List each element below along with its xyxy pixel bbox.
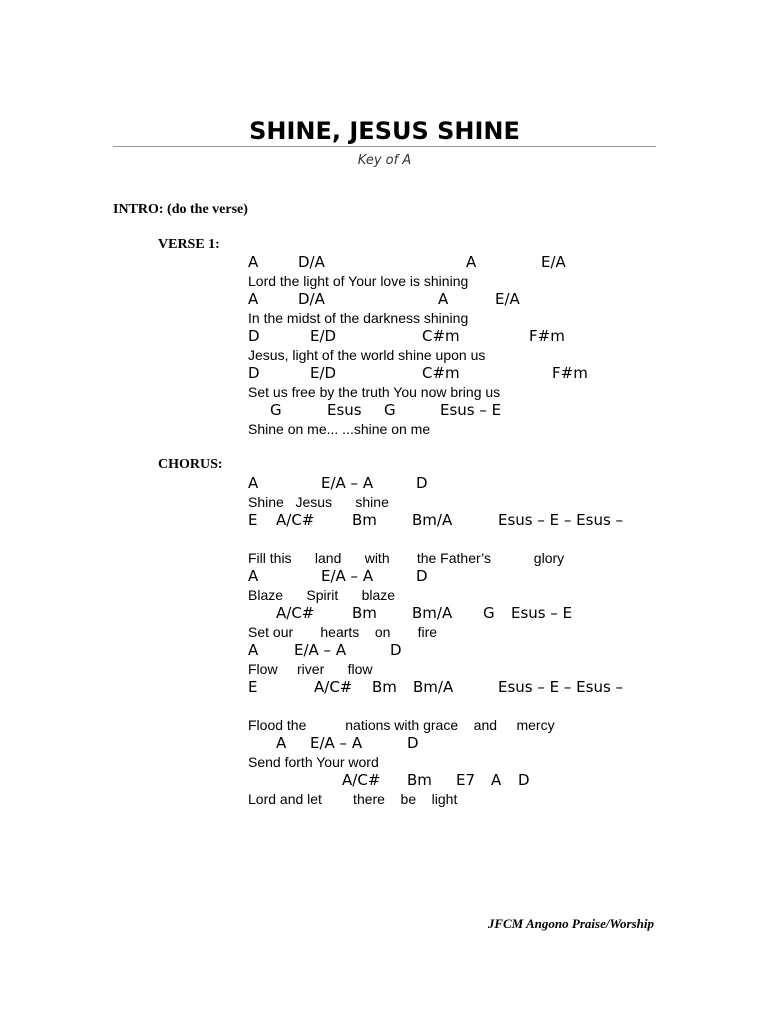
chorus-line (248, 771, 656, 808)
chord: D (248, 327, 260, 345)
lyric-line: Blaze Spirit blaze (248, 587, 396, 603)
chord: G (384, 401, 396, 419)
chorus-line (248, 511, 656, 567)
verse-line (248, 364, 656, 401)
intro-label: INTRO: (do the verse) (113, 202, 248, 217)
chord-row (248, 401, 656, 420)
lyric-line: Lord and let there be light (248, 791, 458, 807)
chord: E/A (495, 290, 520, 308)
chord-row (248, 290, 656, 309)
chord-row (248, 604, 656, 623)
lyric-line: Lord the light of Your love is shining (248, 273, 469, 289)
chord: A (276, 734, 287, 752)
song-title: SHINE, JESUS SHINE (249, 117, 520, 145)
chord: G (270, 401, 282, 419)
chord-row (248, 474, 656, 493)
verse-line (248, 327, 656, 364)
chord-row (248, 771, 656, 790)
chord: E7 (456, 771, 476, 789)
chord: Esus – E – Esus – (498, 511, 624, 529)
chorus-section (248, 474, 656, 808)
chord: A/C# (276, 511, 315, 529)
chord: Esus – E (511, 604, 573, 622)
chord: E/D (310, 327, 337, 345)
chord: A (248, 474, 259, 492)
chord: D/A (298, 253, 325, 271)
chord: D/A (298, 290, 325, 308)
footer-credit: JFCM Angono Praise/Worship (487, 916, 654, 931)
chord: D (416, 567, 428, 585)
chord: E/A – A (294, 641, 347, 659)
song-key: Key of A (357, 153, 412, 168)
lyric-line: Fill this land with the Father’s glory (248, 550, 565, 566)
verse-label: VERSE 1: (158, 237, 220, 252)
chord: D (390, 641, 402, 659)
chord: A (248, 253, 259, 271)
chord: E/A – A (321, 474, 374, 492)
chorus-line (248, 678, 656, 734)
chord: Bm (372, 678, 397, 696)
chord: A (248, 290, 259, 308)
lyric-line: Shine Jesus shine (248, 494, 389, 510)
lyric-line: Flow river flow (248, 661, 373, 677)
chord-row (248, 734, 656, 753)
verse-line (248, 401, 656, 438)
chord-row (248, 641, 656, 660)
chorus-line (248, 474, 656, 511)
chord: C#m (422, 364, 460, 382)
lyric-line: Shine on me... ...shine on me (248, 421, 431, 437)
lyric-line: Set our hearts on fire (248, 624, 438, 640)
chord: Bm (407, 771, 432, 789)
chorus-line (248, 641, 656, 678)
chord: F#m (552, 364, 588, 382)
chord: A (466, 253, 477, 271)
chord: Esus – E (440, 401, 502, 419)
chord: G (483, 604, 495, 622)
chorus-line (248, 734, 656, 771)
chord-row (248, 327, 656, 346)
chord: A/C# (314, 678, 353, 696)
chord: Bm/A (412, 604, 453, 622)
chord: A (248, 641, 259, 659)
chord: E/D (310, 364, 337, 382)
chord-row (248, 253, 656, 272)
chord-row (248, 364, 656, 383)
lyric-line: Set us free by the truth You now bring us (248, 384, 501, 400)
chord-row (248, 511, 656, 549)
chord: E (248, 678, 258, 696)
chord: F#m (529, 327, 565, 345)
chord: Esus – E – Esus – (498, 678, 624, 696)
lyric-line: Flood the nations with grace and mercy (248, 717, 555, 733)
chord: A (491, 771, 502, 789)
verse-line (248, 290, 656, 327)
chord: Bm/A (412, 511, 453, 529)
verse-section (248, 253, 656, 438)
chord: Bm/A (413, 678, 454, 696)
chord: Bm (352, 604, 377, 622)
chord: C#m (422, 327, 460, 345)
chorus-line (248, 567, 656, 604)
verse-line (248, 253, 656, 290)
chord: A/C# (342, 771, 381, 789)
chord: E/A (541, 253, 566, 271)
chord: Esus (327, 401, 362, 419)
title-divider (113, 146, 656, 147)
chorus-label: CHORUS: (158, 457, 223, 472)
chord: A (438, 290, 449, 308)
chord: A/C# (276, 604, 315, 622)
chord-row (248, 567, 656, 586)
chord: D (416, 474, 428, 492)
chord: Bm (352, 511, 377, 529)
chord: D (518, 771, 530, 789)
chord: E (248, 511, 258, 529)
chord: E/A – A (310, 734, 363, 752)
chord: E/A – A (321, 567, 374, 585)
chord: A (248, 567, 259, 585)
chorus-line (248, 604, 656, 641)
lyric-line: Jesus, light of the world shine upon us (248, 347, 486, 363)
chord-row (248, 678, 656, 716)
chord: D (407, 734, 419, 752)
chord: D (248, 364, 260, 382)
lyric-line: Send forth Your word (248, 754, 379, 770)
lyric-line: In the midst of the darkness shining (248, 310, 469, 326)
